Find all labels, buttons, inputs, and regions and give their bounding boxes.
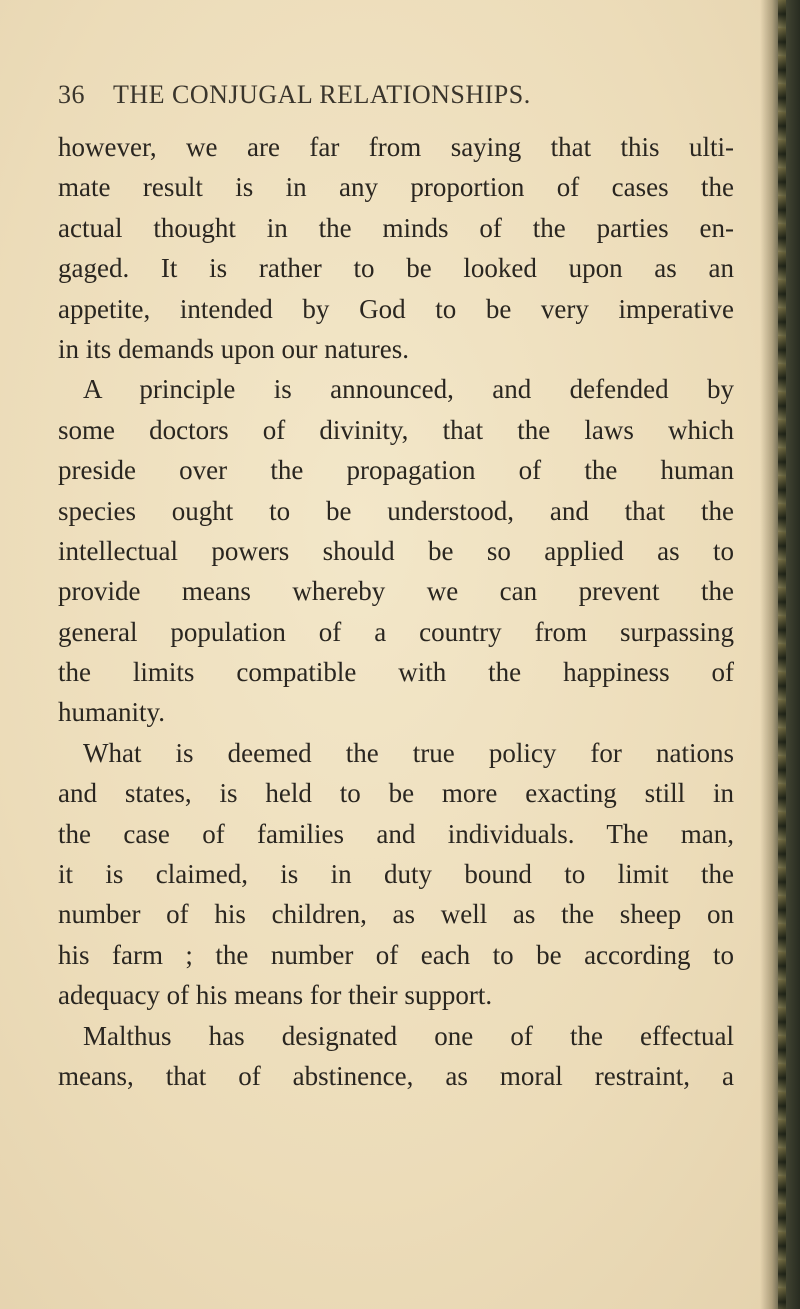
book-binding-edge [760,0,800,1309]
text-line: his farm ; the number of each to be according to [58,939,734,970]
text-line: however, we are far from saying that this ulti- [58,132,734,162]
text-line: some doctors of divinity, that the laws which [58,414,734,445]
text-line: the limits compatible with the happiness of [58,657,734,688]
text-line: it is claimed, is in duty bound to limit the [58,859,734,890]
text-line: preside over the propagation of the human [58,455,734,486]
text-line: provide means whereby we can prevent the [58,576,734,607]
text-line: species ought to be understood, and that the [58,495,734,526]
paragraph-start-line: A principle is announced, and defended by [83,374,734,405]
paragraph-start-line: What is deemed the true policy for nations [83,737,734,768]
text-line: adequacy of his means for their support. [58,980,493,1011]
text-line: gaged. It is rather to be looked upon as an [58,253,734,284]
text-line: appetite, intended by God to be very imperative [58,293,734,324]
text-line: number of his children, as well as the sheep on [58,899,734,930]
text-line: intellectual powers should be so applied as to [58,535,734,566]
text-line: means, that of abstinence, as moral restraint, a [58,1060,734,1091]
paragraph-start-line: Malthus has designated one of the effectual [83,1020,734,1051]
running-title: THE CONJUGAL RELATIONSHIPS. [113,80,531,109]
text-line: in its demands upon our natures. [58,333,409,364]
text-line: mate result is in any proportion of cases the [58,172,734,203]
text-line: and states, is held to be more exacting still in [58,778,734,809]
text-line: actual thought in the minds of the parties en- [58,212,734,243]
running-head [58,80,758,124]
text-line: the case of families and individuals. The man, [58,818,734,849]
page-number: 36 [58,80,85,109]
body-text [58,127,734,1096]
text-line: humanity. [58,697,165,728]
text-line: general population of a country from surpassing [58,616,734,647]
